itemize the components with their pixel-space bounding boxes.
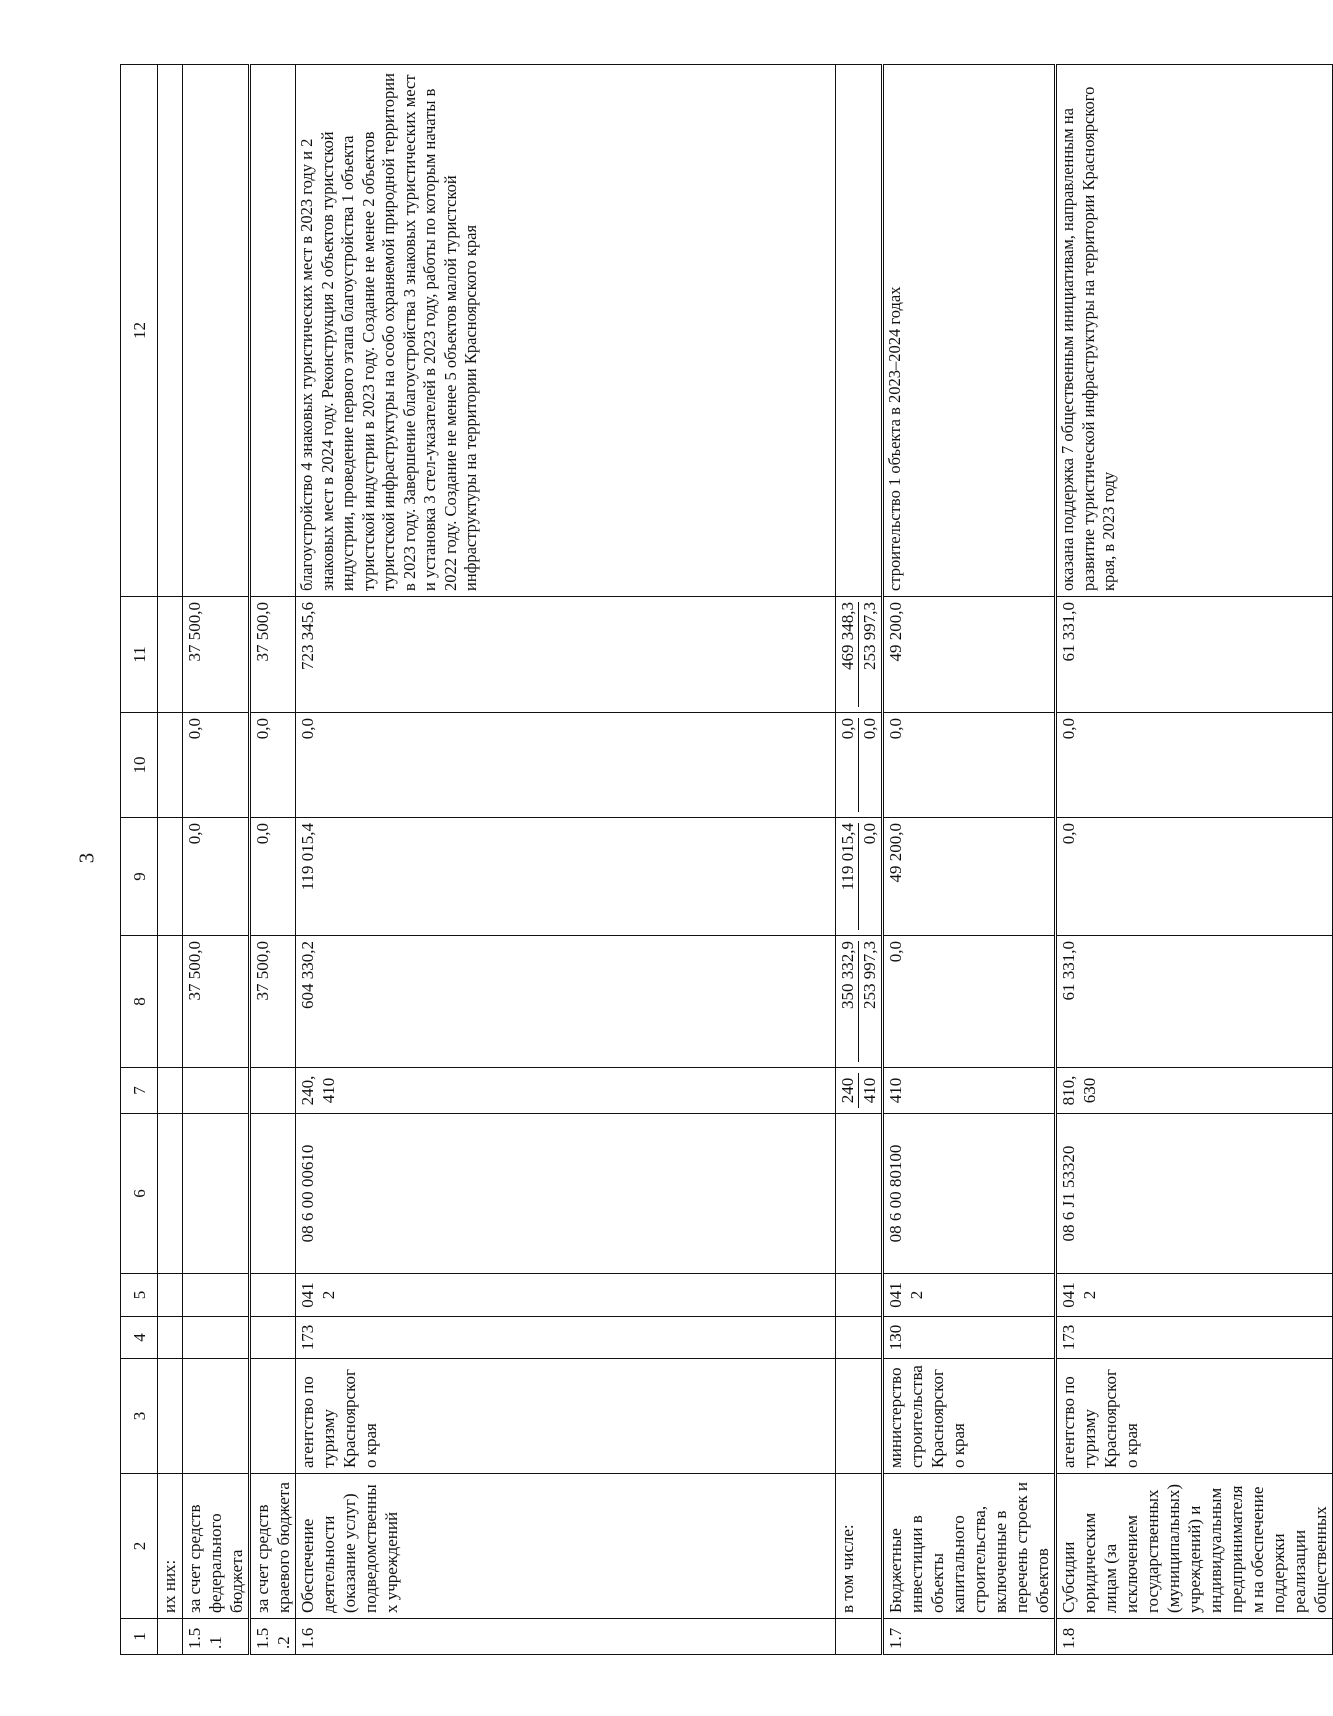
table-cell <box>250 1114 296 1274</box>
table-cell: 0,0 <box>250 818 296 936</box>
table-cell-line: 240 <box>838 1077 857 1104</box>
table-cell <box>183 65 250 597</box>
table-cell: 1.5.2 <box>250 1619 296 1655</box>
table-cell: 08 6 J1 53320 <box>1056 1114 1333 1274</box>
table-cell: 37 500,0 <box>183 936 250 1068</box>
table-cell: 119 015,4 <box>296 818 836 936</box>
table-cell: 61 331,0 <box>1056 597 1333 713</box>
table-cell: 0,0 <box>183 818 250 936</box>
table-cell <box>158 1274 183 1317</box>
table-cell-line: 350 332,9 <box>838 941 857 1009</box>
table-cell <box>836 1114 883 1274</box>
table-cell <box>183 1114 250 1274</box>
table-cell-line: 0,0 <box>838 718 857 740</box>
table-cell: их них: <box>158 1474 183 1619</box>
table-cell: 0,0 <box>1056 713 1333 818</box>
table-cell <box>183 1274 250 1317</box>
table-cell: строительство 1 объекта в 2023–2024 годах <box>883 65 1056 597</box>
table-cell: оказана поддержка 7 общественным инициативам, направленным на развитие туристической инфраструктуры на территории Красноярского края, в 2023 году <box>1056 65 1333 597</box>
table-row <box>1056 65 1333 1655</box>
table-row <box>296 65 836 1655</box>
table-cell-line: 410 <box>858 1073 880 1108</box>
header-cell: 7 <box>121 1068 158 1114</box>
table-cell <box>158 1619 183 1655</box>
page-number: 3 <box>74 852 99 864</box>
header-cell: 9 <box>121 818 158 936</box>
table-cell <box>158 1068 183 1114</box>
table-cell: 810, 630 <box>1056 1068 1333 1114</box>
table-cell: 37 500,0 <box>250 936 296 1068</box>
table-cell: 173 <box>296 1317 836 1359</box>
table-cell <box>158 713 183 818</box>
table-cell: 604 330,2 <box>296 936 836 1068</box>
table-cell: 1.8 <box>1056 1619 1333 1655</box>
budget-table <box>120 64 1333 1655</box>
table-cell <box>836 1068 883 1114</box>
table-cell: 0,0 <box>883 713 1056 818</box>
table-cell-line: 119 015,4 <box>838 823 857 891</box>
table-cell: 61 331,0 <box>1056 936 1333 1068</box>
table-cell: агентство по туризму Красноярского края <box>1056 1359 1333 1474</box>
table-cell: 0,0 <box>250 713 296 818</box>
table-cell-line: 469 348,3 <box>838 602 857 670</box>
table-cell <box>836 1317 883 1359</box>
header-cell: 10 <box>121 713 158 818</box>
table-cell <box>158 597 183 713</box>
header-cell: 8 <box>121 936 158 1068</box>
table-cell: 723 345,6 <box>296 597 836 713</box>
header-cell: 5 <box>121 1274 158 1317</box>
table-cell: 37 500,0 <box>250 597 296 713</box>
table-cell <box>836 597 883 713</box>
table-cell <box>158 818 183 936</box>
table-cell: 0,0 <box>296 713 836 818</box>
table-cell <box>158 1114 183 1274</box>
table-cell <box>250 1068 296 1114</box>
table-cell-line: 253 997,3 <box>858 602 880 707</box>
table-cell <box>250 1317 296 1359</box>
table-cell: 173 <box>1056 1317 1333 1359</box>
table-cell <box>836 1274 883 1317</box>
table-cell <box>836 936 883 1068</box>
table-cell <box>836 1359 883 1474</box>
table-cell: 49 200,0 <box>883 818 1056 936</box>
table-cell: за счет средств федерального бюджета <box>183 1474 250 1619</box>
table-cell: 240, 410 <box>296 1068 836 1114</box>
table-cell: 1.6 <box>296 1619 836 1655</box>
table-cell: 37 500,0 <box>183 597 250 713</box>
table-cell: Обеспечение деятельности (оказание услуг) подведомственных учреждений <box>296 1474 836 1619</box>
table-cell <box>183 1068 250 1114</box>
table-cell <box>183 1317 250 1359</box>
table-cell: 410 <box>883 1068 1056 1114</box>
table-row <box>836 65 883 1655</box>
table-cell <box>836 1619 883 1655</box>
table-cell <box>250 1274 296 1317</box>
table-row <box>158 65 183 1655</box>
table-cell: 49 200,0 <box>883 597 1056 713</box>
table-cell: 0,0 <box>183 713 250 818</box>
table-cell: 130 <box>883 1317 1056 1359</box>
header-cell: 2 <box>121 1474 158 1619</box>
header-cell: 3 <box>121 1359 158 1474</box>
table-cell <box>158 936 183 1068</box>
header-row <box>121 65 158 1655</box>
table-cell: 0412 <box>883 1274 1056 1317</box>
table-cell: 0412 <box>1056 1274 1333 1317</box>
rotated-table-wrapper <box>120 65 1330 1655</box>
table-cell: благоустройство 4 знаковых туристических мест в 2023 году и 2 знаковых мест в 2024 году. Реконструкция 2 объектов туристской индустрии, проведение первого этапа благоустройства 1 объекта туристской индустрии в 2023 году. Создание не менее 2 объектов туристской инфраструктуры на особо охраняемой природной территории в 2023 году. Завершение благоустройства 3 знаковых туристических мест и установка 3 стел-указателей в 2023 году, работы по которым начаты в 2022 году. Создание не менее 5 объектов малой туристской инфраструктуры на территории Красноярского края <box>296 65 836 597</box>
table-cell: 08 6 00 00610 <box>296 1114 836 1274</box>
table-cell: агентство по туризму Красноярского края <box>296 1359 836 1474</box>
table-cell: в том числе: <box>836 1474 883 1619</box>
table-cell-line: 253 997,3 <box>858 941 880 1062</box>
table-cell-line: 0,0 <box>858 718 880 812</box>
header-cell: 12 <box>121 65 158 597</box>
table-cell: за счет средств краевого бюджета <box>250 1474 296 1619</box>
table-cell: 0412 <box>296 1274 836 1317</box>
header-cell: 4 <box>121 1317 158 1359</box>
table-cell <box>158 1317 183 1359</box>
header-cell: 1 <box>121 1619 158 1655</box>
table-cell: 08 6 00 80100 <box>883 1114 1056 1274</box>
table-cell: 0,0 <box>883 936 1056 1068</box>
table-cell-line: 0,0 <box>858 823 880 930</box>
table-cell <box>250 1359 296 1474</box>
table-cell: Бюджетные инвестиции в объекты капитального строительства, включенные в перечень строек и объектов <box>883 1474 1056 1619</box>
table-cell: министерство строительства Красноярского края <box>883 1359 1056 1474</box>
table-cell <box>183 1359 250 1474</box>
table-cell <box>158 1359 183 1474</box>
table-cell <box>836 65 883 597</box>
table-cell: 1.7 <box>883 1619 1056 1655</box>
table-row <box>183 65 250 1655</box>
table-cell: Субсидии юридическим лицам (за исключением государственных (муниципальных) учреждений) и индивидуальным предпринимателям на обеспечение поддержки реализации общественных <box>1056 1474 1333 1619</box>
table-row <box>250 65 296 1655</box>
table-cell: 1.5.1 <box>183 1619 250 1655</box>
table-cell <box>158 65 183 597</box>
table-cell <box>250 65 296 597</box>
header-cell: 6 <box>121 1114 158 1274</box>
table-cell: 0,0 <box>1056 818 1333 936</box>
table-cell <box>836 818 883 936</box>
table-row <box>883 65 1056 1655</box>
header-cell: 11 <box>121 597 158 713</box>
table-cell <box>836 713 883 818</box>
